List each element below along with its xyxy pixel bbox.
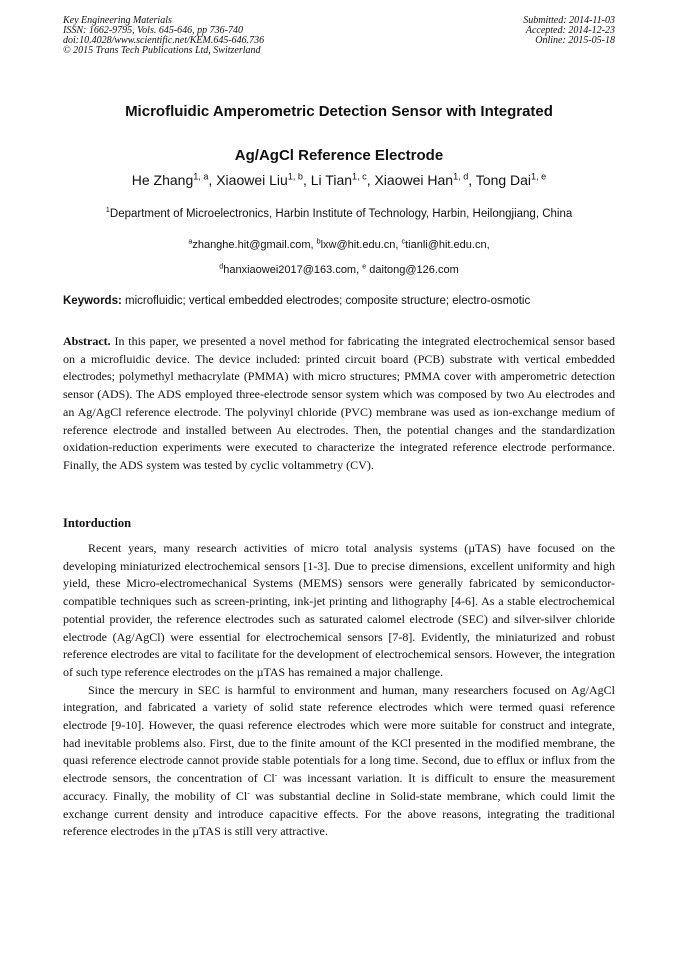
section-heading: Intorduction	[63, 516, 132, 530]
abstract-text: In this paper, we presented a novel method for fabricating the integrated electrochemical sensor based on a microfluidic device. The device included: printed circuit board (PCB) substrate with vertical embedded electrodes; polymethyl methacrylate (PMMA) with micro structures; PMMA cover with amperometric detection sensor (ADS). The ADS employed three-electrode sensor system which was composed by two Au electrodes and an Ag/AgCl reference electrode. The polyvinyl chloride (PVC) membrane was used as ion-exchange medium of reference electrode and installed between Au electrodes. Then, the potential changes and the standardization oxidation-reduction experiments were executed to characterize the integrated reference electrode performance. Finally, the ADS system was tested by cyclic voltammetry (CV).	[63, 334, 615, 472]
author-sup: 1, c	[352, 171, 367, 182]
email-e[interactable]: daitong@126.com	[369, 264, 459, 276]
journal-copyright: © 2015 Trans Tech Publications Ltd, Switzerland	[63, 45, 261, 56]
author-sup: 1, e	[531, 171, 547, 182]
keywords-label: Keywords:	[63, 295, 122, 307]
author-sup: 1, d	[453, 171, 469, 182]
author-name: Xiaowei Liu	[216, 172, 288, 188]
author-sup: 1, a	[193, 171, 209, 182]
paragraph-1: Recent years, many research activities of micro total analysis systems (µTAS) have focused on the developing miniaturized electrochemical sensors [1-3]. Due to precise dimensions, excellent uniformity and high yield, these Micro-electromechanical Systems (MEMS) sensors were generally fabricated by semiconductor-compatible techniques such as screen-printing, ink-jet printing and lithography [4-6]. As a stable electrochemical potential provider, the reference electrodes such as saturated calomel electrode (SEC) and silver-silver chloride electrode (Ag/AgCl) were essential for electrochemical sensors [7-8]. Evidently, the miniaturized and robust reference electrodes are vital to facilitate for the development of electrochemical sensors. However, the integration of such type reference electrodes on the µTAS has remained a major challenge.	[63, 541, 615, 679]
affiliation-text: Department of Microelectronics, Harbin Institute of Technology, Harbin, Heilongjiang, China	[109, 208, 573, 220]
author-sup: 1, b	[287, 171, 303, 182]
introduction-body	[63, 540, 615, 841]
title-line-2: Ag/AgCl Reference Electrode	[234, 147, 444, 164]
journal-name: Key Engineering Materials	[63, 15, 172, 26]
email-d[interactable]: hanxiaowei2017@163.com	[223, 264, 357, 276]
author-emails	[63, 233, 615, 283]
journal-info	[63, 16, 264, 56]
date-accepted: Accepted: 2014-12-23	[525, 25, 615, 36]
author-name: He Zhang	[131, 172, 194, 188]
paper-title	[63, 90, 615, 178]
affiliation	[63, 205, 615, 220]
email-line-2: $^d$hanxiaowei2017@163.com, $^e$ daitong@126.com	[219, 262, 459, 276]
paragraph-2: Since the mercury in SEC is harmful to environment and human, many researchers focused on Ag/AgCl integration, and fabricated a variety of solid state reference electrodes which were termed quasi reference electrode [9-10]. However, the quasi reference electrodes which were more suitable for construct and integrate, had inevitable problems also. First, due to the finite amount of the KCl presented in the modified membrane, the quasi reference electrode cannot provide stable potentials for a long time. Second, due to efflux or influx from the electrode sensors, the concentration of Cl- was incessant variation. It is difficult to ensure the measurement accuracy. Finally, the mobility of Cl- was substantial decline in Solid-state membrane, which could limit the exchange current density and introduce capacitive effects. For the above reasons, integrating the traditional reference electrodes in the µTAS is still very attractive.	[63, 682, 615, 839]
abstract-label: Abstract.	[63, 334, 111, 348]
keywords-text: microfluidic; vertical embedded electrodes; composite structure; electro-osmotic	[125, 295, 531, 307]
author-name: Tong Dai	[475, 172, 532, 188]
keywords	[63, 295, 615, 307]
journal-doi: doi:10.4028/www.scientific.net/KEM.645-646.736	[63, 35, 265, 46]
author-name: Xiaowei Han	[374, 172, 454, 188]
journal-issn: ISSN: 1662-9795, Vols. 645-646, pp 736-740	[63, 25, 243, 36]
submission-dates	[523, 16, 615, 46]
email-c[interactable]: tianli@hit.edu.cn	[405, 239, 487, 251]
email-a[interactable]: zhanghe.hit@gmail.com	[192, 239, 311, 251]
author-list: He Zhang$^{1, a}$, Xiaowei Liu$^{1, b}$, Li Tian$^{1, c}$, Xiaowei Han$^{1, d}$, Tong Dai$^{1, e}$	[131, 171, 547, 188]
affiliation-sup: 1	[105, 205, 110, 215]
date-submitted: Submitted: 2014-11-03	[523, 15, 615, 26]
date-online: Online: 2015-05-18	[535, 35, 615, 46]
author-name: Li Tian	[310, 172, 353, 188]
abstract	[63, 333, 615, 475]
title-line-1: Microfluidic Amperometric Detection Sensor with Integrated	[125, 103, 553, 120]
email-line-1: $^a$zhanghe.hit@gmail.com, $^b$lxw@hit.edu.cn, $^c$tianli@hit.edu.cn,	[188, 237, 490, 251]
email-b[interactable]: lxw@hit.edu.cn	[320, 239, 396, 251]
